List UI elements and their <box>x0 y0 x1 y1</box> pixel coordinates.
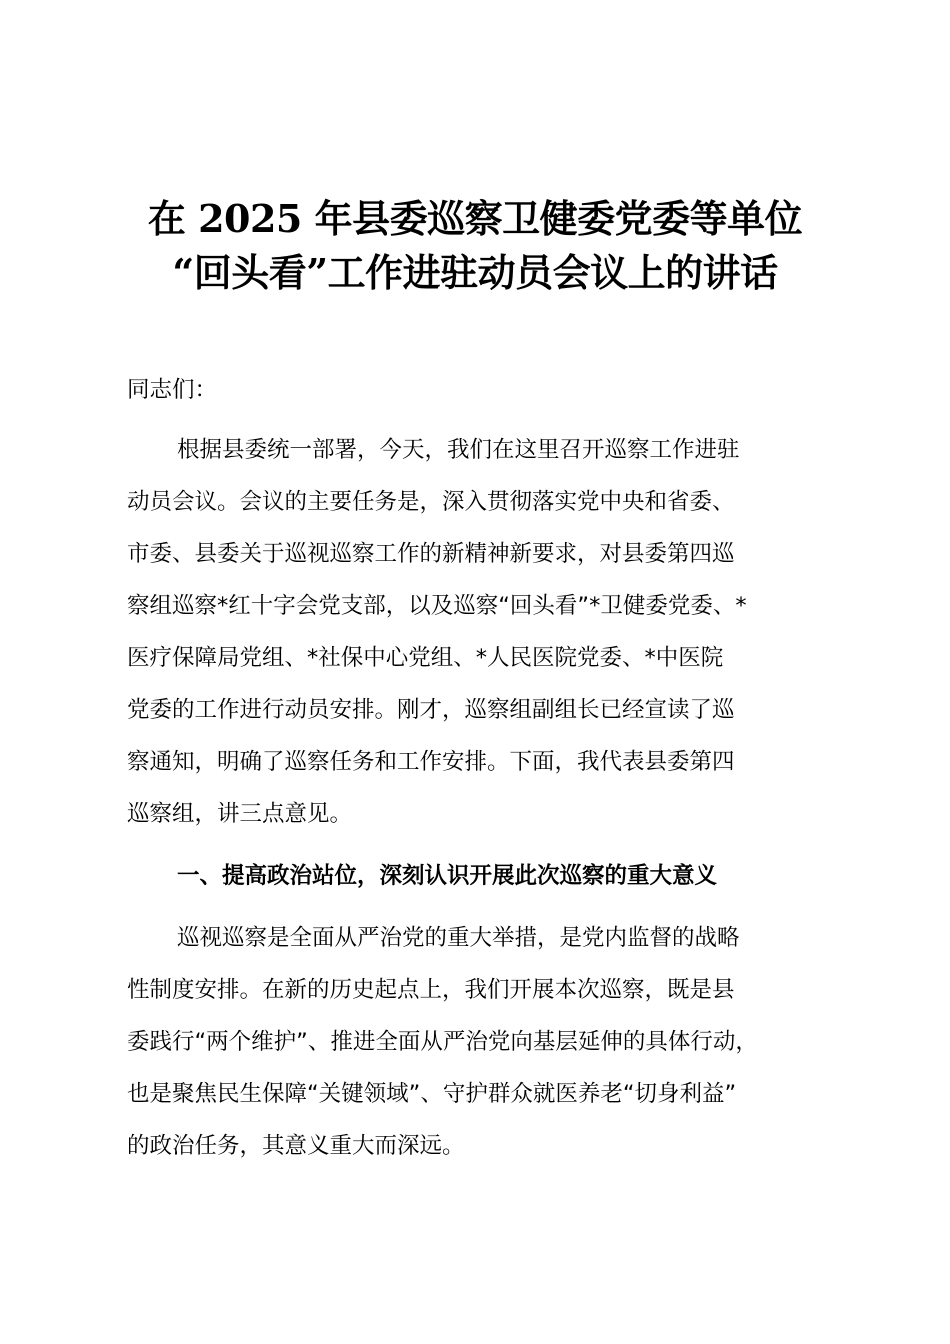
paragraph-line: 察通知，明确了巡察任务和工作安排。下面，我代表县委第四 <box>127 749 735 775</box>
paragraph-line: 委践行“两个维护”、推进全面从严治党向基层延伸的具体行动， <box>127 1029 758 1055</box>
salutation-text: 同志们： <box>127 377 218 403</box>
paragraph-line: 巡视巡察是全面从严治党的重大举措，是党内监督的战略 <box>177 925 740 951</box>
paragraph-line: 党委的工作进行动员安排。刚才，巡察组副组长已经宣读了巡 <box>127 697 735 723</box>
paragraph-line: 医疗保障局党组、*社保中心党组、*人民医院党委、*中医院 <box>127 645 724 671</box>
document-body <box>127 364 827 1182</box>
title-line-2: “回头看”工作进驻动员会议上的讲话 <box>172 250 778 295</box>
paragraph-line: 根据县委统一部署，今天，我们在这里召开巡察工作进驻 <box>177 437 740 463</box>
intro-paragraph <box>127 424 827 840</box>
section-paragraph <box>127 912 827 1172</box>
paragraph-line: 动员会议。会议的主要任务是，深入贯彻落实党中央和省委、 <box>127 489 735 515</box>
paragraph-line: 察组巡察*红十字会党支部，以及巡察“回头看”*卫健委党委、* <box>127 593 747 619</box>
paragraph-line: 的政治任务，其意义重大而深远。 <box>127 1133 465 1159</box>
section-heading <box>127 850 827 902</box>
paragraph-line: 也是聚焦民生保障“关键领域”、守护群众就医养老“切身利益” <box>127 1081 737 1107</box>
document-title <box>0 192 950 300</box>
salutation <box>127 364 827 416</box>
title-line-1: 在 2025 年县委巡察卫健委党委等单位 <box>147 196 803 241</box>
paragraph-line: 性制度安排。在新的历史起点上，我们开展本次巡察，既是县 <box>127 977 735 1003</box>
paragraph-line: 市委、县委关于巡视巡察工作的新精神新要求，对县委第四巡 <box>127 541 735 567</box>
paragraph-line: 巡察组，讲三点意见。 <box>127 801 353 827</box>
section-heading-text: 一、提高政治站位，深刻认识开展此次巡察的重大意义 <box>177 863 718 889</box>
